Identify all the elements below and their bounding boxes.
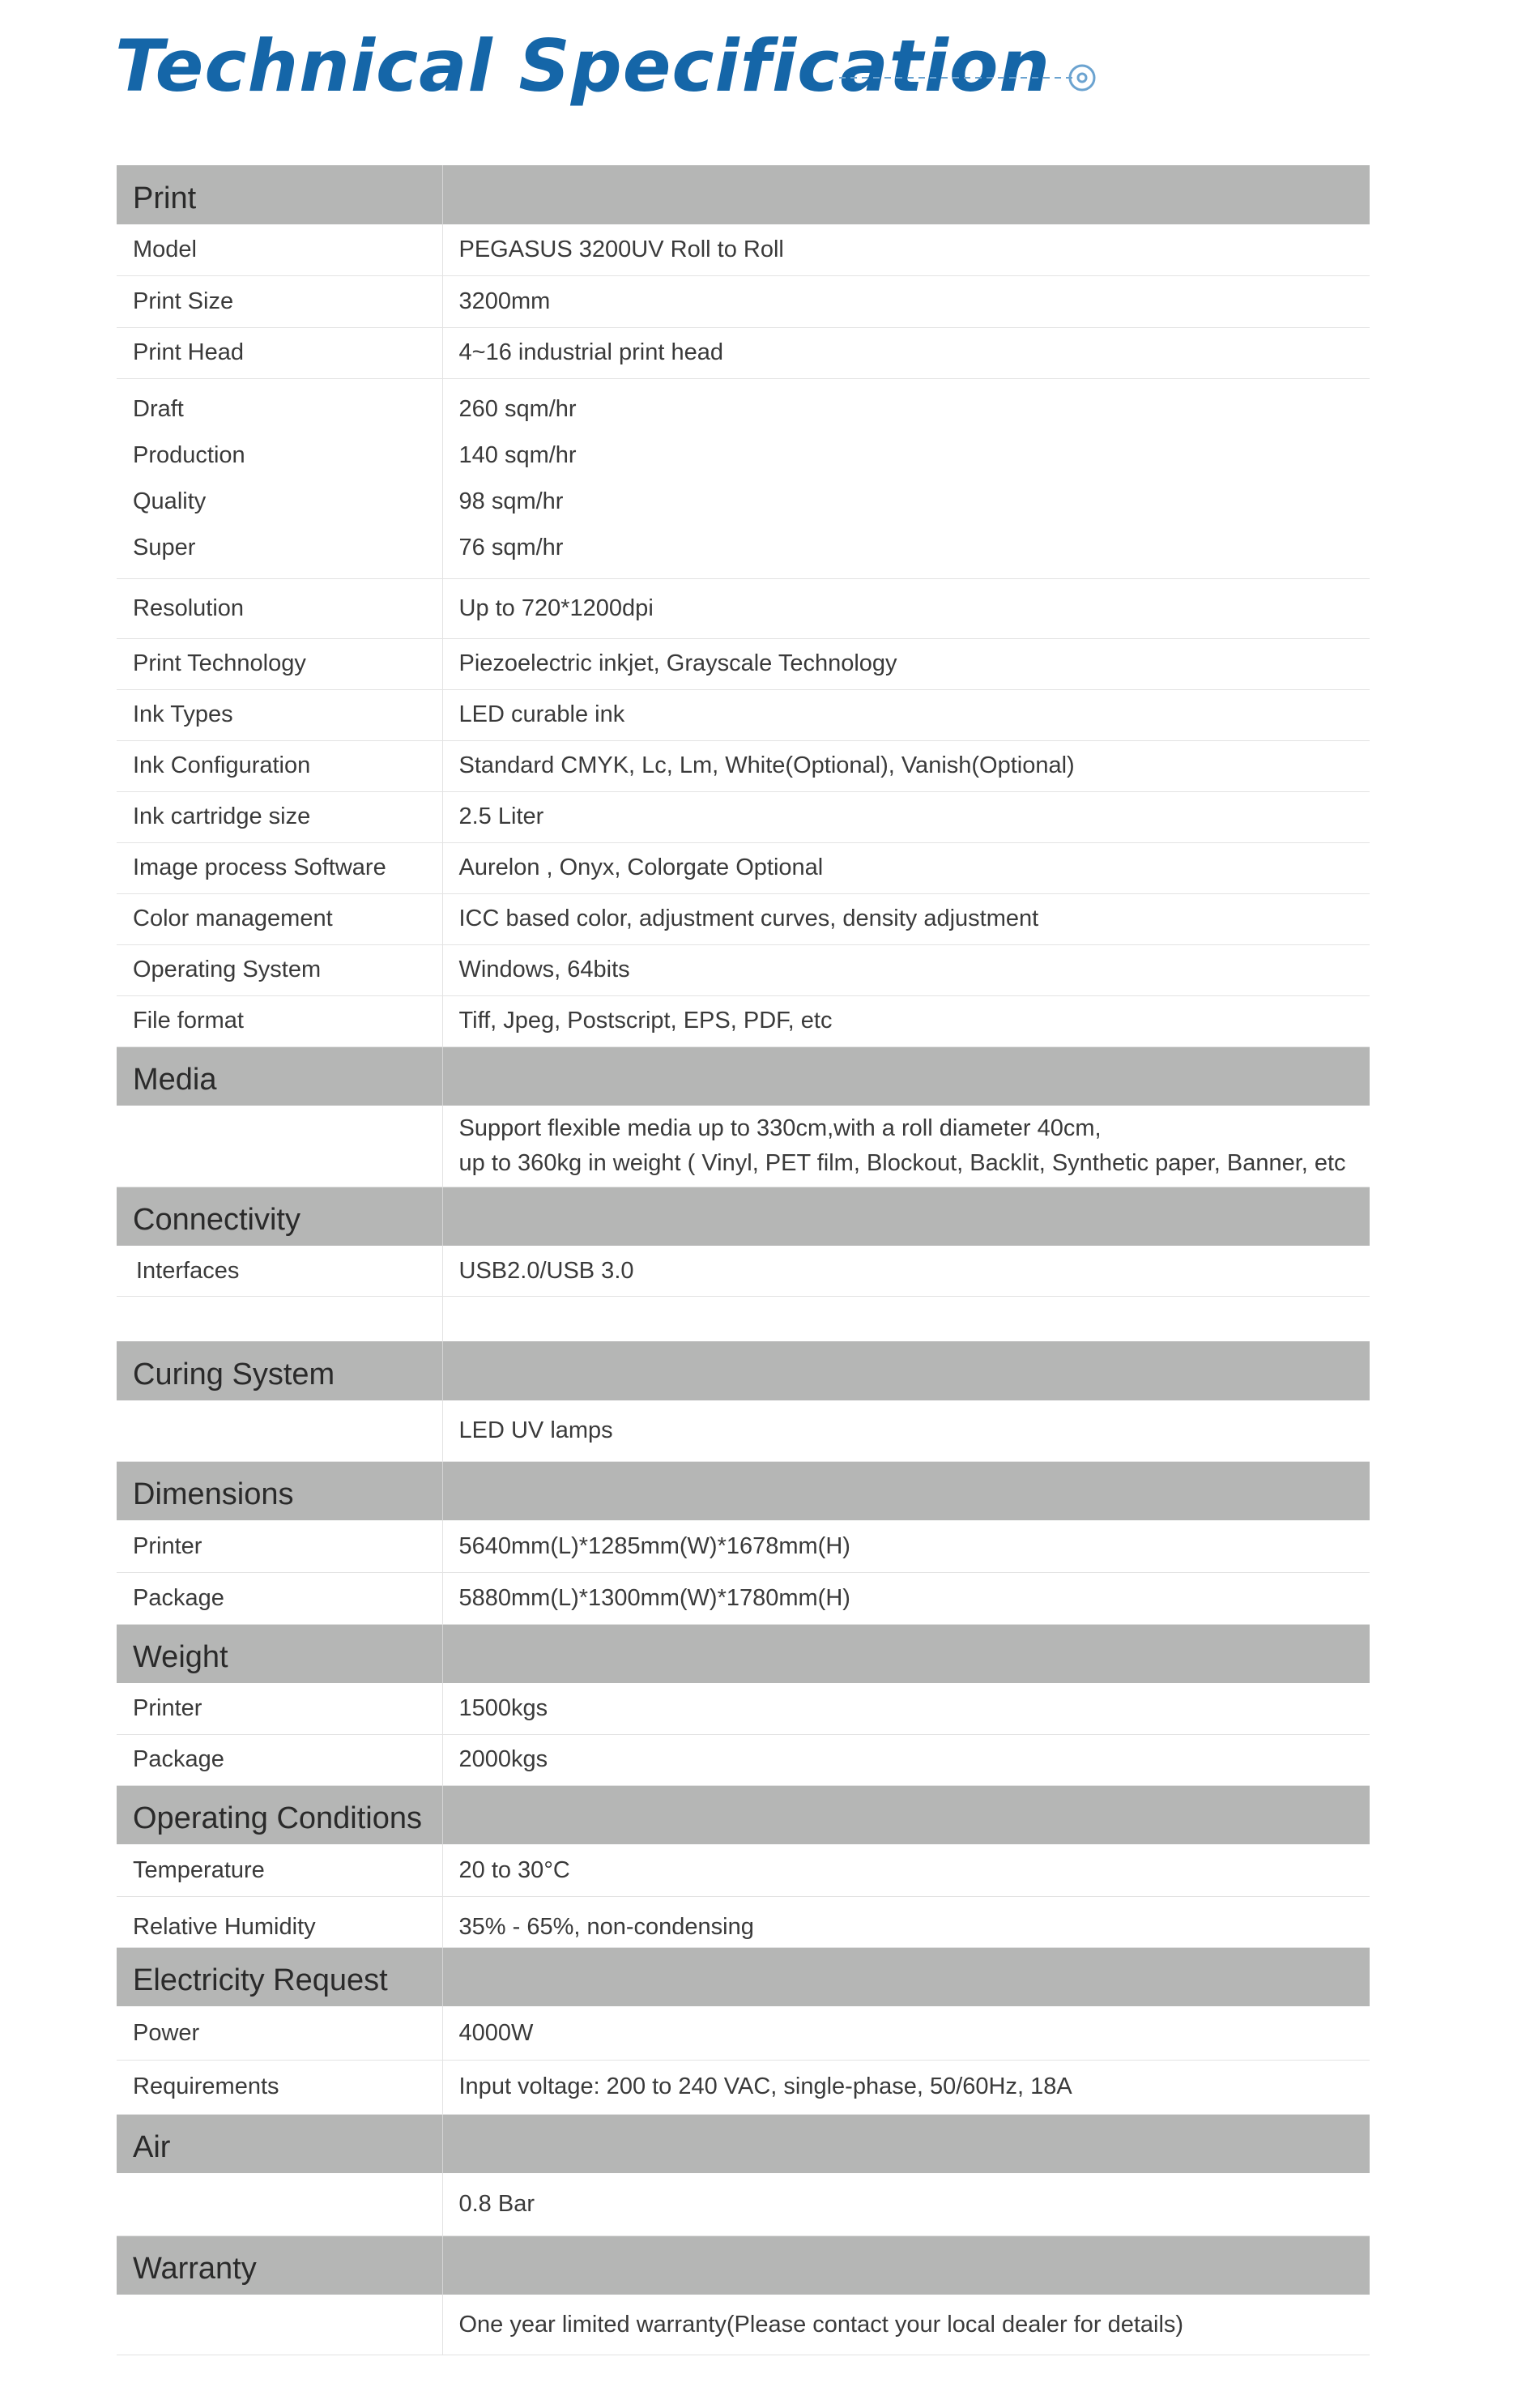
spec-value: 4000W <box>442 2006 1370 2060</box>
section-title: Dimensions <box>117 1461 442 1520</box>
speed-mode-label: Quality <box>133 488 207 514</box>
table-row <box>117 1844 1370 1896</box>
section-dimensions-header <box>117 1461 1370 1520</box>
spec-label: Color management <box>117 893 442 944</box>
section-connectivity-header <box>117 1187 1370 1246</box>
spec-label: Ink Types <box>117 689 442 740</box>
spec-value: 5880mm(L)*1300mm(W)*1780mm(H) <box>442 1572 1370 1624</box>
spec-value: 3200mm <box>442 275 1370 327</box>
spec-value: Tiff, Jpeg, Postscript, EPS, PDF, etc <box>442 995 1370 1046</box>
spec-value: PEGASUS 3200UV Roll to Roll <box>442 224 1370 275</box>
table-row <box>117 842 1370 893</box>
section-curing-header <box>117 1341 1370 1400</box>
table-row <box>117 1734 1370 1785</box>
media-support-text: up to 360kg in weight ( Vinyl, PET film, Blockout, Backlit, Synthetic paper, Banner, etc <box>458 1149 1346 1176</box>
speed-mode-value: 140 sqm/hr <box>458 441 577 468</box>
table-row <box>117 2060 1370 2114</box>
section-electricity-header <box>117 1947 1370 2006</box>
section-title: Print <box>117 165 442 224</box>
spec-label: Print Head <box>117 327 442 378</box>
speed-mode-value: 260 sqm/hr <box>458 395 577 422</box>
spec-label: Operating System <box>117 944 442 995</box>
table-row <box>117 791 1370 842</box>
spec-value: Standard CMYK, Lc, Lm, White(Optional), Vanish(Optional) <box>442 740 1370 791</box>
speed-mode-value: 98 sqm/hr <box>458 488 564 514</box>
table-row <box>117 1896 1370 1947</box>
spec-value: 4~16 industrial print head <box>442 327 1370 378</box>
spec-label: Relative Humidity <box>117 1896 442 1947</box>
spec-value: 2.5 Liter <box>442 791 1370 842</box>
table-row <box>117 1683 1370 1734</box>
table-row <box>117 1572 1370 1624</box>
spec-label: Print Technology <box>117 638 442 689</box>
spec-label: Ink Configuration <box>117 740 442 791</box>
spec-value: 35% - 65%, non-condensing <box>442 1896 1370 1947</box>
spec-value: LED UV lamps <box>442 1400 1370 1461</box>
spec-table <box>117 165 1370 2355</box>
speed-mode-label: Super <box>133 534 196 560</box>
section-title: Warranty <box>117 2235 442 2295</box>
speed-mode-value: 76 sqm/hr <box>458 534 564 560</box>
spec-label: Model <box>117 224 442 275</box>
speed-mode-label: Draft <box>133 395 184 422</box>
table-row <box>117 2006 1370 2060</box>
table-row <box>117 1520 1370 1572</box>
section-title: Curing System <box>117 1341 442 1400</box>
section-weight-header <box>117 1624 1370 1683</box>
speed-mode-label: Production <box>133 441 245 468</box>
table-row-print-speed <box>117 378 1370 578</box>
section-warranty-header <box>117 2235 1370 2295</box>
section-title: Weight <box>117 1624 442 1683</box>
spec-label: Package <box>117 1734 442 1785</box>
table-row <box>117 2295 1370 2355</box>
spec-label: Print Size <box>117 275 442 327</box>
spec-value: 5640mm(L)*1285mm(W)*1678mm(H) <box>442 1520 1370 1572</box>
table-row <box>117 944 1370 995</box>
table-row <box>117 689 1370 740</box>
table-row <box>117 2173 1370 2235</box>
spec-label: Ink cartridge size <box>117 791 442 842</box>
spec-value: 2000kgs <box>442 1734 1370 1785</box>
table-row <box>117 740 1370 791</box>
section-title: Connectivity <box>117 1187 442 1246</box>
spec-value: Windows, 64bits <box>442 944 1370 995</box>
spec-label: File format <box>117 995 442 1046</box>
spec-label: Image process Software <box>117 842 442 893</box>
spec-value: Up to 720*1200dpi <box>442 578 1370 638</box>
section-operating-conditions-header <box>117 1785 1370 1844</box>
table-row-empty <box>117 1296 1370 1341</box>
spec-value: Piezoelectric inkjet, Grayscale Technology <box>442 638 1370 689</box>
spec-label: Interfaces <box>117 1246 442 1296</box>
table-row <box>117 995 1370 1046</box>
spec-label: Temperature <box>117 1844 442 1896</box>
spec-label: Package <box>117 1572 442 1624</box>
spec-value: LED curable ink <box>442 689 1370 740</box>
spec-value: 0.8 Bar <box>442 2173 1370 2235</box>
spec-value: Input voltage: 200 to 240 VAC, single-phase, 50/60Hz, 18A <box>442 2060 1370 2114</box>
spec-label: Requirements <box>117 2060 442 2114</box>
spec-value: 1500kgs <box>442 1683 1370 1734</box>
spec-value: One year limited warranty(Please contact your local dealer for details) <box>442 2295 1370 2355</box>
spec-value: 20 to 30°C <box>442 1844 1370 1896</box>
table-row <box>117 1246 1370 1296</box>
spec-label: Power <box>117 2006 442 2060</box>
section-media-header <box>117 1046 1370 1106</box>
section-title: Electricity Request <box>117 1947 442 2006</box>
spec-value: Aurelon , Onyx, Colorgate Optional <box>442 842 1370 893</box>
table-row <box>117 638 1370 689</box>
media-support-text: Support flexible media up to 330cm,with a roll diameter 40cm, <box>458 1114 1102 1141</box>
table-row <box>117 275 1370 327</box>
spec-label: Resolution <box>117 578 442 638</box>
dashed-line-target-icon <box>839 62 1098 94</box>
table-row <box>117 327 1370 378</box>
spec-label: Printer <box>117 1520 442 1572</box>
spec-value: USB2.0/USB 3.0 <box>442 1246 1370 1296</box>
table-row <box>117 578 1370 638</box>
table-row <box>117 1106 1370 1187</box>
section-title: Air <box>117 2114 442 2173</box>
spec-value: ICC based color, adjustment curves, density adjustment <box>442 893 1370 944</box>
section-print-header <box>117 165 1370 224</box>
table-row <box>117 1400 1370 1461</box>
spec-label: Printer <box>117 1683 442 1734</box>
section-title: Media <box>117 1046 442 1106</box>
section-title: Operating Conditions <box>117 1785 442 1844</box>
page-title: Technical Specification <box>115 24 1051 108</box>
table-row <box>117 893 1370 944</box>
table-row <box>117 224 1370 275</box>
section-air-header <box>117 2114 1370 2173</box>
